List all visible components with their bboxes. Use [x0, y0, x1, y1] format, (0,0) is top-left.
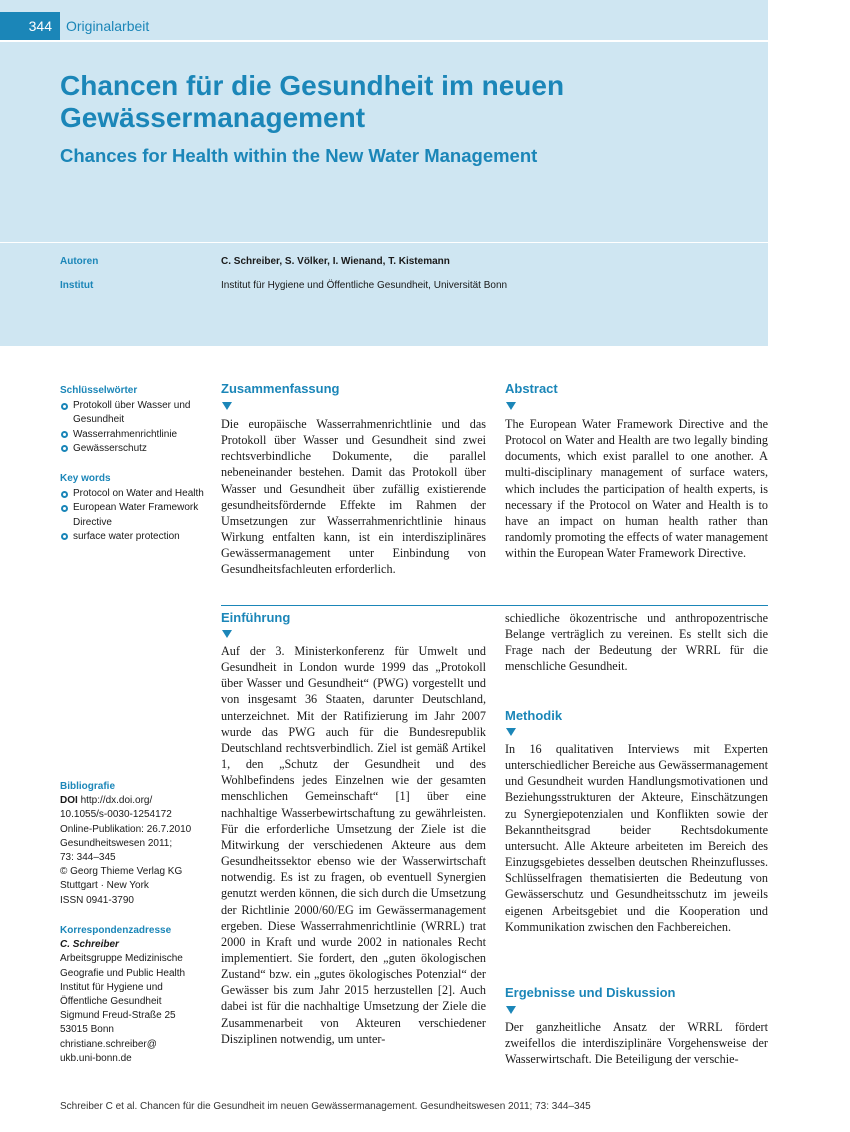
ergebnisse-text: Der ganzheitliche Ansatz der WRRL fördert zweifellos die interdisziplinäre Vorgehensweise der Wasserwirtschaft. Die Beteiligung der verschie-: [505, 1020, 768, 1067]
meta-divider: [0, 242, 768, 243]
keywords-en-label: Key words: [60, 473, 111, 484]
zusammenfassung-text: Die europäische Wasserrahmenrichtlinie und das Protokoll über Wasser und Gesundheit sind zwei rechtsverbindliche Dokumente, die parallel nebeneinander bestehen. Damit das Protokoll über Wasser und Gesundheit über zufällig existierende gesundheitsfördernde Effekte im Rahmen der Umsetzungen zur Wasserrahmenrichtlinie hinaus Wirkung entfalten kann, ist ein interdisziplinäres Gewässermanagement unter Einbindung von Gesundheitsfachleuten erforderlich.: [221, 417, 486, 577]
einfuehrung-text: Auf der 3. Ministerkonferenz für Umwelt und Gesundheit in London wurde 1999 das „Protokoll über Wasser und Gesundheit“ (PWG) vorgestellt und von insgesamt 36 Staaten, darunter Deutschland, unterzeichnet. Mit der Ratifizierung im Jahr 2007 wurde das PWG auch für die Bundesrepublik Deutschland rechtsverbindlich. Ziel ist gemäß Artikel 1, den „Schutz der Gesundheit und des Wohlbefindens jedes Einzelnen wie der gesamten menschlichen Gemeinschaft“ [1] über eine nachhaltige Wasserbewirtschaftung zu gewährleisten. Für die erforderliche Umsetzung der Ziele ist die Mitwirkung der verschiedenen Akteure aus dem Gesundheitssektor ebenso wie der Wasserwirtschaft notwendig. Es ist zu fragen, ob eventuell Synergien genutzt werden können, die sich durch die Umsetzung der Richtlinie 2000/60/EG im Gewässermanagement ergeben. Diese Wasserrahmenrichtlinie (WRRL) trat 2000 in Kraft und wurde 2002 in nationales Recht implementiert. Sie fordert, den „guten ökologischen Zustand“ bzw. ein „gutes ökologisches Potenzial“ der Gewässer bis zum Jahr 2015 herzustellen [2]. Auch dabei ist für die nachhaltige Umsetzung der Ziele die Zusammenarbeit von Akteuren verschiedener Disziplinen notwendig, um unter-: [221, 644, 486, 1046]
methodik-text: In 16 qualitativen Interviews mit Experten unterschiedlicher Bereiche aus Gewässermanagement und Gesundheit wurden Handlungsmotivationen und Beziehungsstrukturen der Akteure, Einschätzungen zu Synergiepotenzialen und Konflikten sowie der Bekanntheitsgrad beider Rechtsdokumente untersucht. Alle Akteure arbeiteten im Bereich des Einzugsgebietes desselben deutschen Rheinzuflusses. Schlüsselfragen thematisierten die Bedeutung von Gewässerschutz und Gesundheitsschutz im jeweils eigenen Arbeitsgebiet und die Kooperation und Kommunikation zwischen den Fachbereichen.: [505, 742, 768, 934]
page-number: 344: [0, 12, 60, 40]
triangle-marker-icon: [222, 402, 232, 410]
title-english: Chances for Health within the New Water Management: [60, 145, 538, 166]
bibliography-label: Bibliografie: [60, 781, 116, 792]
header-divider: [0, 40, 768, 42]
biblio-line: Stuttgart · New York: [60, 880, 149, 892]
doi-line-2[interactable]: 10.1055/s-0030-1254172: [60, 809, 172, 821]
authors: C. Schreiber, S. Völker, I. Wienand, T. Kistemann: [221, 256, 450, 267]
keyword-item: surface water protection: [60, 530, 210, 544]
bibliography: [60, 780, 210, 908]
zusammenfassung-heading: Zusammenfassung: [221, 381, 340, 396]
footer-citation: Schreiber C et al. Chancen für die Gesundheit im neuen Gewässermanagement. Gesundheitswesen 2011; 73: 344–345: [60, 1101, 591, 1112]
email-line[interactable]: christiane.schreiber@: [60, 1038, 157, 1050]
doi-value[interactable]: http://dx.doi.org/: [80, 795, 153, 807]
address-line: 53015 Bonn: [60, 1024, 114, 1036]
keywords-en: [60, 472, 210, 544]
address-line: Institut für Hygiene und: [60, 981, 163, 993]
abstract-text: The European Water Framework Directive and the Protocol on Water and Health are two legally binding documents, which exist parallel to one another. A multi-disciplinary management of surface waters, which includes the participation of health experts, is necessary if the Protocol on Water and Health is to have an impact on human health rather than randomly promoting the effects of water management within the European Water Framework Directive.: [505, 417, 768, 561]
keyword-item: Gewässerschutz: [60, 442, 210, 456]
correspondence-label: Korrespondenzadresse: [60, 925, 172, 936]
ergebnisse-heading: Ergebnisse und Diskussion: [505, 985, 676, 1000]
authors-label: Autoren: [60, 256, 99, 267]
institute: Institut für Hygiene und Öffentliche Gesundheit, Universität Bonn: [221, 280, 508, 291]
abstract-heading: Abstract: [505, 381, 558, 396]
institute-label: Institut: [60, 280, 94, 291]
correspondence-name: C. Schreiber: [60, 939, 119, 951]
einfuehrung-heading: Einführung: [221, 610, 291, 625]
keyword-item: Wasserrahmenrichtlinie: [60, 428, 210, 442]
keyword-item: Protokoll über Wasser und Gesundheit: [60, 399, 210, 427]
triangle-marker-icon: [222, 630, 232, 638]
section-rule: [221, 605, 768, 606]
biblio-line: © Georg Thieme Verlag KG: [60, 866, 183, 878]
biblio-line: ISSN 0941-3790: [60, 894, 134, 906]
correspondence: [60, 924, 210, 1066]
doi-line: [60, 794, 210, 808]
einfuehrung-continuation: schiedliche ökozentrische und anthropozentrische Belange verträglich zu vereinen. Es stellt sich die Frage nach der Bedeutung der WRRL für die menschliche Gesundheit.: [505, 611, 768, 674]
methodik-heading: Methodik: [505, 708, 563, 723]
keyword-item: European Water Framework Directive: [60, 501, 210, 529]
biblio-line: Online-Publikation: 26.7.2010: [60, 823, 192, 835]
address-line: Arbeitsgruppe Medizinische: [60, 953, 183, 965]
triangle-marker-icon: [506, 728, 516, 736]
triangle-marker-icon: [506, 402, 516, 410]
section-label: Originalarbeit: [66, 18, 150, 34]
address-line: Sigmund Freud-Straße 25: [60, 1010, 176, 1022]
biblio-line: Gesundheitswesen 2011;: [60, 837, 173, 849]
title-german: Chancen für die Gesundheit im neuen Gewässermanagement: [60, 70, 565, 133]
biblio-line: 73: 344–345: [60, 852, 116, 864]
triangle-marker-icon: [506, 1006, 516, 1014]
doi-label: DOI: [60, 795, 78, 807]
header-band: [0, 0, 768, 346]
keywords-de: [60, 384, 210, 456]
keywords-de-label: Schlüsselwörter: [60, 385, 138, 396]
address-line: Geografie und Public Health: [60, 967, 186, 979]
email-line[interactable]: ukb.uni-bonn.de: [60, 1052, 132, 1064]
keyword-item: Protocol on Water and Health: [60, 487, 210, 501]
address-line: Öffentliche Gesundheit: [60, 996, 162, 1008]
